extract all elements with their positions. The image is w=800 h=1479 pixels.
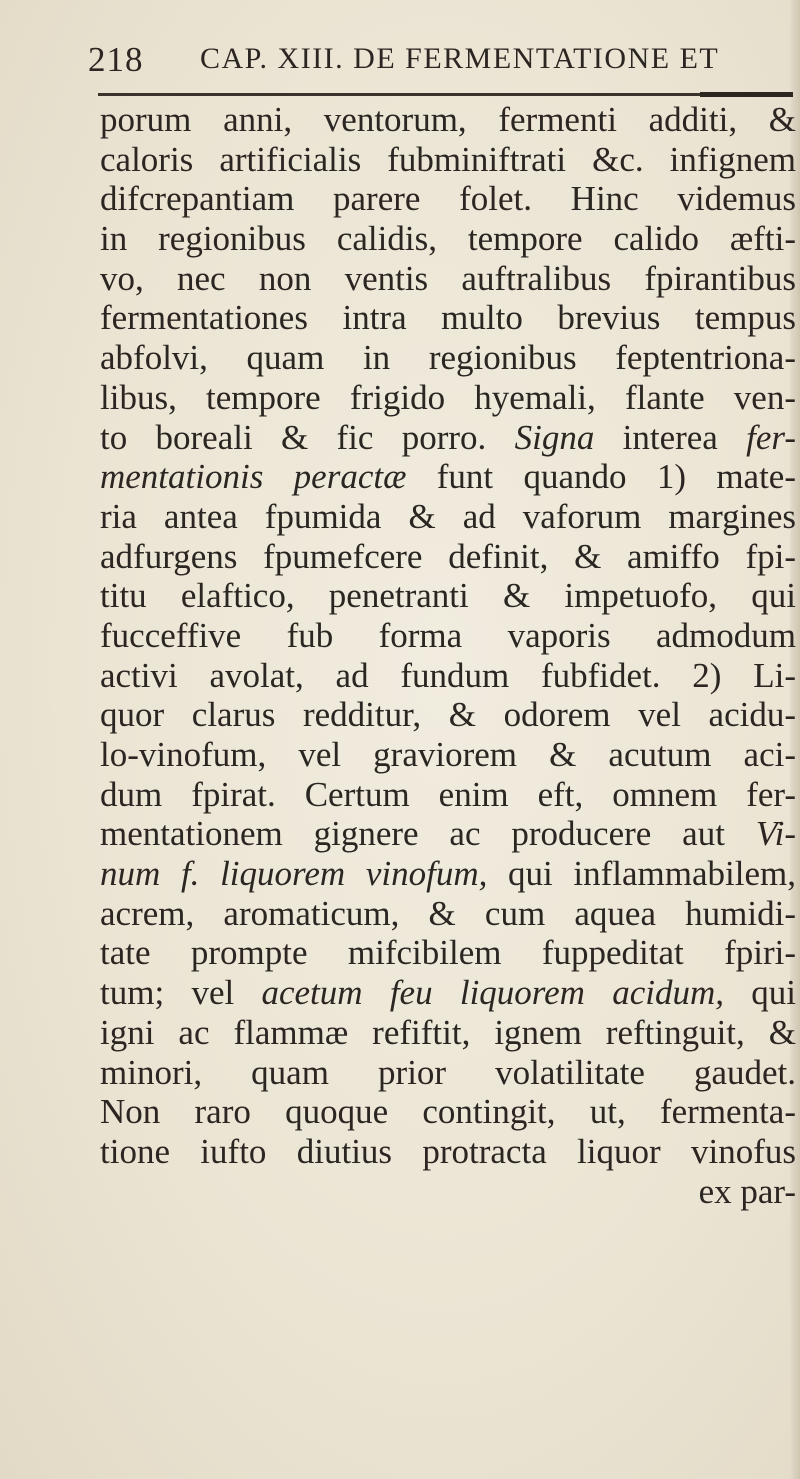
italic-segment: fer- [746, 417, 796, 457]
running-header [88, 40, 788, 82]
text-segment: titu elaftico, penetranti & impetuofo, qui [100, 576, 796, 616]
text-segment: to boreali & fic porro. [100, 417, 515, 457]
text-line [100, 775, 796, 815]
text-segment: interea [594, 417, 747, 457]
text-line [100, 814, 796, 854]
header-rule-accent [700, 92, 793, 97]
text-line [100, 457, 796, 497]
header-rule [98, 93, 793, 96]
text-line [100, 497, 796, 537]
text-line [100, 219, 796, 259]
text-line [100, 1092, 796, 1132]
text-segment: fucceffive fub forma vaporis admodum [100, 615, 796, 655]
text-segment: quor clarus redditur, & odorem vel acidu- [100, 695, 796, 735]
text-segment: difcrepantiam parere folet. Hinc videmus [100, 179, 796, 219]
italic-segment: Vi- [755, 814, 796, 854]
italic-segment: mentationis peractæ [100, 457, 407, 497]
text-line [100, 338, 796, 378]
text-line [100, 179, 796, 219]
text-segment: qui [724, 973, 796, 1013]
italic-segment: Signa [514, 417, 595, 457]
text-segment: activi avolat, ad fundum fubfidet. 2) Li- [100, 655, 796, 695]
text-line [100, 378, 796, 418]
text-segment: funt quando 1) mate- [406, 457, 796, 497]
text-line [100, 140, 796, 180]
text-segment: qui inflammabilem, [487, 854, 796, 894]
text-line [100, 894, 796, 934]
text-segment: Non raro quoque contingit, ut, fermenta- [100, 1092, 796, 1132]
text-line [100, 298, 796, 338]
text-segment: libus, tempore frigido hyemali, flante ven- [100, 377, 796, 417]
text-segment: ria antea fpumida & ad vaforum margines [100, 496, 796, 536]
text-segment: in regionibus calidis, tempore calido æfti- [100, 219, 796, 259]
text-segment: igni ac flammæ refiftit, ignem reftinguit, & [100, 1012, 796, 1052]
text-line [100, 973, 796, 1013]
text-line [100, 576, 796, 616]
text-line [100, 100, 796, 140]
text-line [100, 418, 796, 458]
text-segment: adfurgens fpumefcere definit, & amiffo fpi- [100, 536, 796, 576]
text-segment: porum anni, ventorum, fermenti additi, & [100, 100, 796, 139]
text-segment: lo-vinofum, vel graviorem & acutum aci- [100, 735, 796, 774]
catchword: ex par- [698, 1171, 796, 1211]
text-segment: acrem, aromaticum, & cum aquea humidi- [100, 893, 796, 933]
text-line [100, 735, 796, 775]
text-line [100, 656, 796, 696]
page-number: 218 [88, 40, 144, 79]
text-segment: minori, quam prior volatilitate gaudet. [100, 1052, 796, 1092]
italic-segment: acetum feu liquorem acidum, [261, 973, 724, 1013]
text-segment: caloris artificialis fubminiftrati &c. infignem [100, 139, 796, 179]
text-segment: tate prompte mifcibilem fuppeditat fpiri- [100, 933, 796, 973]
text-segment: tum; vel [100, 973, 262, 1013]
text-line [100, 695, 796, 735]
text-line [100, 616, 796, 656]
text-segment: vo, nec non ventis auftralibus fpirantibus [100, 258, 796, 298]
text-line [100, 854, 796, 894]
body-text [100, 100, 796, 1211]
text-line [100, 259, 796, 299]
text-segment: mentationem gignere ac producere aut [100, 814, 756, 854]
running-title: CAP. XIII. DE FERMENTATIONE ET [200, 42, 720, 75]
text-line [100, 537, 796, 577]
text-line [100, 1053, 796, 1093]
text-line [100, 1013, 796, 1053]
text-segment: fermentationes intra multo brevius tempus [100, 298, 796, 338]
text-line [100, 1132, 796, 1172]
text-segment: abfolvi, quam in regionibus feptentriona- [100, 338, 796, 378]
text-segment: dum fpirat. Certum enim eft, omnem fer- [100, 774, 796, 814]
text-line [100, 933, 796, 973]
italic-segment: num f. liquorem vinofum, [100, 854, 488, 894]
text-segment: tione iufto diutius protracta liquor vinofus [100, 1131, 796, 1171]
